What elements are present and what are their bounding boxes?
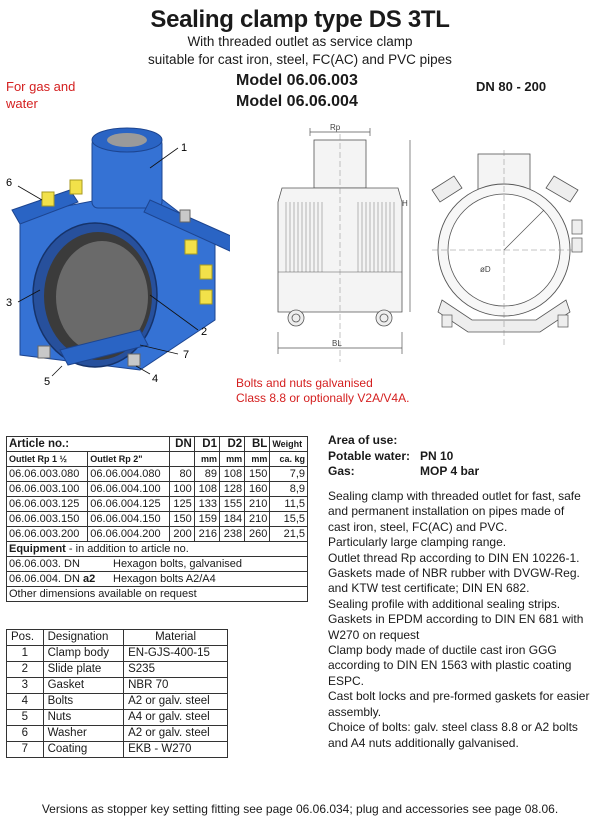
sub-rp1: Outlet Rp 1 ½ xyxy=(7,452,88,467)
unit-kg: ca. kg xyxy=(270,452,308,467)
cell-designation: Slide plate xyxy=(43,662,124,678)
unit-mm: mm xyxy=(219,452,244,467)
eq2-code: 06.06.004. DN xyxy=(9,573,83,585)
cell-pos: 1 xyxy=(7,646,44,662)
cell-designation: Nuts xyxy=(43,710,124,726)
cell-article-2: 06.06.004.100 xyxy=(88,482,169,497)
description-line: and permanent installation on pipes made of xyxy=(328,504,565,519)
table-row xyxy=(7,742,228,758)
description-line: Clamp body made of ductile cast iron GGG xyxy=(328,643,557,658)
gas-label: Gas: xyxy=(328,464,355,478)
dim-bl: BL xyxy=(332,339,342,348)
water-label: Potable water: xyxy=(328,448,411,463)
description-line: Choice of bolts: galv. steel class 8.8 or A2 bolts xyxy=(328,720,578,735)
cell-article-1: 06.06.003.100 xyxy=(7,482,88,497)
cell-material: EN-GJS-400-15 xyxy=(124,646,228,662)
callout-7: 7 xyxy=(183,349,190,361)
head-weight: Weight xyxy=(270,437,308,452)
cell-pos: 4 xyxy=(7,694,44,710)
table-row xyxy=(7,678,228,694)
callout-2: 2 xyxy=(201,326,208,338)
callout-3: 3 xyxy=(6,297,13,309)
cell-material: EKB - W270 xyxy=(124,742,228,758)
description-line: cast iron, steel, FC(AC) and PVC. xyxy=(328,519,508,534)
equipment-note: - in addition to article no. xyxy=(65,543,189,555)
bolts-note-line-1: Bolts and nuts galvanised xyxy=(236,376,373,390)
cell-dn: 150 xyxy=(169,512,194,527)
cell-dn: 100 xyxy=(169,482,194,497)
equipment-label: Equipment xyxy=(9,543,66,555)
cell-bl: 160 xyxy=(245,482,270,497)
cell-material: S235 xyxy=(124,662,228,678)
cell-article-1: 06.06.003.080 xyxy=(7,467,88,482)
cell-weight: 15,5 xyxy=(270,512,308,527)
head-dn: DN xyxy=(169,437,194,452)
page-title: Sealing clamp type DS 3TL xyxy=(150,6,450,33)
cell-d2: 108 xyxy=(219,467,244,482)
cell-article-2: 06.06.004.200 xyxy=(88,527,169,542)
area-of-use xyxy=(328,433,479,480)
callout-6: 6 xyxy=(6,177,13,189)
equipment-option-2 xyxy=(7,572,308,587)
description-line: Gaskets in EPDM according to DIN EN 681 with xyxy=(328,612,584,627)
cell-d1: 108 xyxy=(194,482,219,497)
model-1: Model 06.06.003 xyxy=(236,72,358,89)
sub-rp2: Outlet Rp 2" xyxy=(88,452,169,467)
cell-bl: 210 xyxy=(245,512,270,527)
eq2-suffix: a2 xyxy=(83,573,96,585)
area-label: Area of use: xyxy=(328,433,398,447)
description-line: Cast bolt locks and pre-formed gaskets for easier xyxy=(328,689,590,704)
unit-mm: mm xyxy=(245,452,270,467)
description-line: Outlet thread Rp according to DIN EN 10226-1. xyxy=(328,550,580,565)
dim-od: øD xyxy=(480,265,491,274)
cell-pos: 5 xyxy=(7,710,44,726)
callout-4: 4 xyxy=(152,373,159,385)
table-row xyxy=(7,710,228,726)
head-bl: BL xyxy=(245,437,270,452)
cell-material: A2 or galv. steel xyxy=(124,694,228,710)
cell-dn: 80 xyxy=(169,467,194,482)
description-line: Particularly large clamping range. xyxy=(328,535,507,550)
table-row xyxy=(7,467,308,482)
cell-designation: Coating xyxy=(43,742,124,758)
head-article: Article no.: xyxy=(7,437,170,452)
cell-material: A4 or galv. steel xyxy=(124,710,228,726)
cell-d2: 238 xyxy=(219,527,244,542)
cell-pos: 3 xyxy=(7,678,44,694)
table-row xyxy=(7,512,308,527)
cell-d1: 133 xyxy=(194,497,219,512)
dim-h: H xyxy=(402,199,408,208)
material-table xyxy=(6,629,228,758)
table-row xyxy=(7,694,228,710)
unit-mm: mm xyxy=(194,452,219,467)
cell-pos: 7 xyxy=(7,742,44,758)
eq2-text: Hexagon bolts A2/A4 xyxy=(113,573,216,585)
cell-bl: 150 xyxy=(245,467,270,482)
cell-dn: 200 xyxy=(169,527,194,542)
subtitle-line-1: With threaded outlet as service clamp xyxy=(187,34,413,49)
cell-d2: 155 xyxy=(219,497,244,512)
bolts-note xyxy=(236,376,409,406)
cell-bl: 260 xyxy=(245,527,270,542)
cell-article-2: 06.06.004.150 xyxy=(88,512,169,527)
description-line: according to DIN EN 1563 with plastic coating xyxy=(328,658,572,673)
table-row xyxy=(7,497,308,512)
clamp-illustration xyxy=(0,120,230,395)
equipment-option-1 xyxy=(7,557,308,572)
table-row xyxy=(7,646,228,662)
side-view-drawing xyxy=(262,122,422,372)
cell-weight: 7,9 xyxy=(270,467,308,482)
cell-bl: 210 xyxy=(245,497,270,512)
description-line: Gaskets made of NBR rubber with DVGW-Reg. xyxy=(328,566,580,581)
table-row xyxy=(7,527,308,542)
description-line: and KTW test certificate; DIN EN 682. xyxy=(328,581,530,596)
bolts-note-line-2: Class 8.8 or optionally V2A/V4A. xyxy=(236,391,410,405)
description-line: Sealing clamp with threaded outlet for fast, safe xyxy=(328,489,581,503)
head-pos: Pos. xyxy=(7,630,44,646)
dim-rp: Rp xyxy=(330,123,341,132)
cell-material: A2 or galv. steel xyxy=(124,726,228,742)
for-gas-label-2: water xyxy=(6,96,38,111)
article-table xyxy=(6,436,308,602)
eq1-code: 06.06.003. DN xyxy=(9,558,80,570)
description-line: and A4 nuts additionally galvanised. xyxy=(328,735,519,750)
head-d2: D2 xyxy=(219,437,244,452)
description-line: assembly. xyxy=(328,704,382,719)
head-d1: D1 xyxy=(194,437,219,452)
for-gas-label: For gas and xyxy=(6,79,76,94)
cell-material: NBR 70 xyxy=(124,678,228,694)
equipment-row xyxy=(7,542,308,557)
cell-article-1: 06.06.003.150 xyxy=(7,512,88,527)
cell-designation: Washer xyxy=(43,726,124,742)
cell-d1: 216 xyxy=(194,527,219,542)
cell-article-2: 06.06.004.080 xyxy=(88,467,169,482)
description-line: ESPC. xyxy=(328,673,365,688)
callout-5: 5 xyxy=(44,376,51,388)
gas-value: MOP 4 bar xyxy=(420,464,480,478)
cell-dn: 125 xyxy=(169,497,194,512)
cell-designation: Bolts xyxy=(43,694,124,710)
subtitle-line-2: suitable for cast iron, steel, FC(AC) and PVC pipes xyxy=(148,52,452,67)
cell-article-1: 06.06.003.200 xyxy=(7,527,88,542)
dn-range: DN 80 - 200 xyxy=(476,79,547,94)
cell-article-1: 06.06.003.125 xyxy=(7,497,88,512)
callout-1: 1 xyxy=(181,142,188,154)
model-2: Model 06.06.004 xyxy=(236,93,358,110)
table-row xyxy=(7,726,228,742)
cell-d1: 89 xyxy=(194,467,219,482)
description-line: Sealing profile with additional sealing strips. xyxy=(328,596,561,611)
other-dimensions: Other dimensions available on request xyxy=(7,587,308,602)
cell-designation: Clamp body xyxy=(43,646,124,662)
product-description xyxy=(328,489,598,751)
front-view-drawing xyxy=(422,150,600,350)
cell-d2: 128 xyxy=(219,482,244,497)
cell-weight: 8,9 xyxy=(270,482,308,497)
cell-pos: 6 xyxy=(7,726,44,742)
eq1-text: Hexagon bolts, galvanised xyxy=(113,558,243,570)
cell-pos: 2 xyxy=(7,662,44,678)
head-designation: Designation xyxy=(43,630,124,646)
cell-d2: 184 xyxy=(219,512,244,527)
cell-d1: 159 xyxy=(194,512,219,527)
head-material: Material xyxy=(124,630,228,646)
footer-note: Versions as stopper key setting fitting see page 06.06.034; plug and accessories see page 08.06. xyxy=(41,802,559,816)
water-value: PN 10 xyxy=(420,448,454,463)
cell-weight: 21,5 xyxy=(270,527,308,542)
table-row xyxy=(7,662,228,678)
table-row xyxy=(7,482,308,497)
cell-weight: 11,5 xyxy=(270,497,308,512)
description-line: W270 on request xyxy=(328,627,420,642)
cell-designation: Gasket xyxy=(43,678,124,694)
cell-article-2: 06.06.004.125 xyxy=(88,497,169,512)
